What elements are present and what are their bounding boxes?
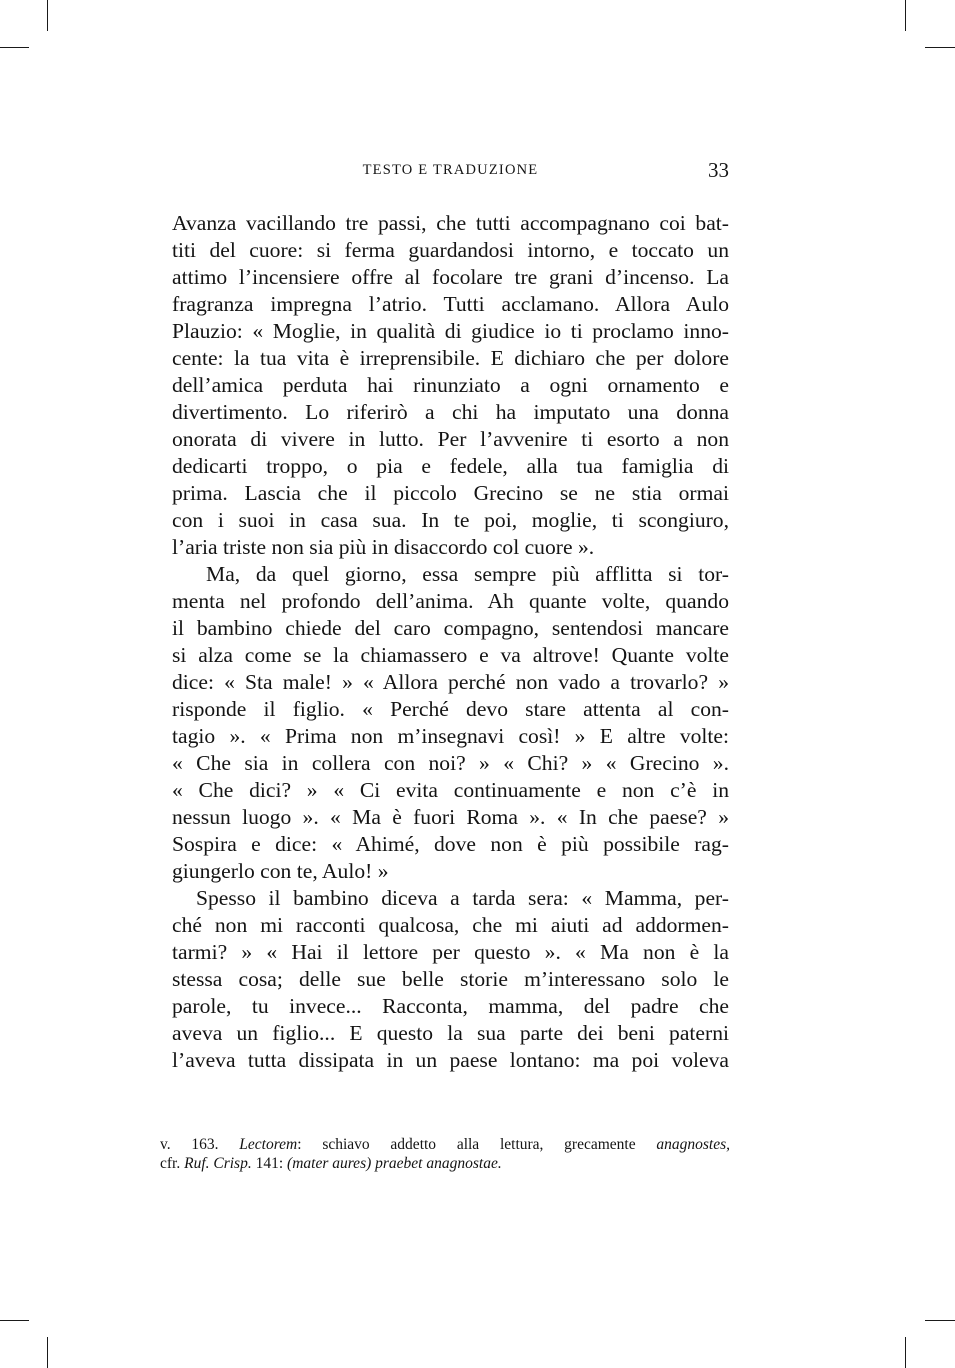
- footnote-quote: (mater aures) praebet anagnostae.: [287, 1155, 502, 1172]
- text-line: Spesso il bambino diceva a tarda sera: « Mamma, per-: [196, 886, 729, 910]
- footnote-greek-word: anagnostes,: [656, 1136, 730, 1153]
- text-line: tagio ». « Prima non m’insegnavi così! » E altre volte:: [172, 724, 729, 748]
- crop-mark-bottom-right-vertical: [905, 1337, 906, 1368]
- text-line: divertimento. Lo riferirò a chi ha imputato una donna: [172, 400, 729, 424]
- text-line: dedicarti troppo, o pia e fedele, alla tua famiglia di: [172, 454, 729, 478]
- text-line: l’aveva tutta dissipata in un paese lontano: ma poi voleva: [172, 1048, 729, 1072]
- text-line: dell’amica perduta hai rinunziato a ogni ornamento e: [172, 373, 729, 397]
- paragraph: [172, 561, 729, 885]
- text-line: Ma, da quel giorno, essa sempre più afflitta si tor-: [206, 562, 729, 586]
- text-line: Plauzio: « Moglie, in qualità di giudice io ti proclamo inno-: [172, 319, 729, 343]
- text-line: Avanza vacillando tre passi, che tutti accompagnano coi bat-: [172, 211, 729, 235]
- text-line: « Che sia in collera con noi? » « Chi? » « Grecino ».: [172, 751, 729, 775]
- text-line: menta nel profondo dell’anima. Ah quante volte, quando: [172, 589, 729, 613]
- footnote-cfr: cfr.: [160, 1155, 185, 1172]
- text-line: nessun luogo ». « Ma è fuori Roma ». « In che paese? »: [172, 805, 729, 829]
- page-header: [172, 158, 729, 186]
- text-line: giungerlo con te, Aulo! »: [172, 859, 389, 883]
- text-line: tarmi? » « Hai il lettore per questo ». « Ma non è la: [172, 940, 729, 964]
- footnote-line: [160, 1135, 730, 1154]
- text-line: aveva un figlio... E questo la sua parte dei beni paterni: [172, 1021, 729, 1045]
- text-line: stessa cosa; delle sue belle storie m’interessano solo le: [172, 967, 729, 991]
- text-line: attimo l’incensiere offre al focolare tre grani d’incenso. La: [172, 265, 729, 289]
- paragraph: [172, 210, 729, 561]
- text-line: dice: « Sta male! » « Allora perché non vado a trovarlo? »: [172, 670, 729, 694]
- footnote: [160, 1135, 730, 1173]
- running-head: TESTO E TRADUZIONE: [362, 162, 539, 178]
- text-line: prima. Lascia che il piccolo Grecino se ne stia ormai: [172, 481, 729, 505]
- text-line: fragranza impregna l’atrio. Tutti acclamano. Allora Aulo: [172, 292, 729, 316]
- paragraph: [172, 885, 729, 1074]
- text-line: onorata di vivere in lutto. Per l’avvenire ti esorto a non: [172, 427, 729, 451]
- crop-mark-top-right-vertical: [905, 0, 906, 31]
- footnote-term: Lectorem: [239, 1136, 298, 1153]
- text-line: il bambino chiede del caro compagno, sentendosi mancare: [172, 616, 729, 640]
- crop-mark-top-right-horizontal: [925, 47, 955, 48]
- text-line: titi del cuore: si ferma guardandosi intorno, e toccato un: [172, 238, 729, 262]
- footnote-text: : schiavo addetto alla lettura, grecamente: [297, 1136, 657, 1153]
- footnote-text: 141:: [251, 1155, 288, 1172]
- text-line: parole, tu invece... Racconta, mamma, del padre che: [172, 994, 729, 1018]
- text-line: ché non mi racconti qualcosa, che mi aiuti ad addormen-: [172, 913, 729, 937]
- text-line: Sospira e dice: « Ahimé, dove non è più possibile rag-: [172, 832, 729, 856]
- body-text: [172, 210, 729, 1074]
- crop-mark-bottom-left-horizontal: [0, 1320, 29, 1321]
- text-line: si alza come se la chiamassero e va altrove! Quante volte: [172, 643, 729, 667]
- text-line: l’aria triste non sia più in disaccordo col cuore ».: [172, 535, 595, 559]
- text-line: risponde il figlio. « Perché devo stare attenta al con-: [172, 697, 729, 721]
- text-line: cente: la tua vita è irreprensibile. E dichiaro che per dolore: [172, 346, 729, 370]
- footnote-line: [160, 1154, 730, 1173]
- page-number: 33: [708, 158, 729, 182]
- footnote-source: Ruf. Crisp.: [184, 1155, 252, 1172]
- crop-mark-bottom-left-vertical: [47, 1337, 48, 1368]
- crop-mark-top-left-horizontal: [0, 47, 29, 48]
- text-line: con i suoi in casa sua. In te poi, moglie, ti scongiuro,: [172, 508, 729, 532]
- text-line: « Che dici? » « Ci evita continuamente e non c’è in: [172, 778, 729, 802]
- crop-mark-bottom-right-horizontal: [925, 1320, 955, 1321]
- crop-mark-top-left-vertical: [47, 0, 48, 31]
- footnote-ref: v. 163.: [160, 1136, 240, 1153]
